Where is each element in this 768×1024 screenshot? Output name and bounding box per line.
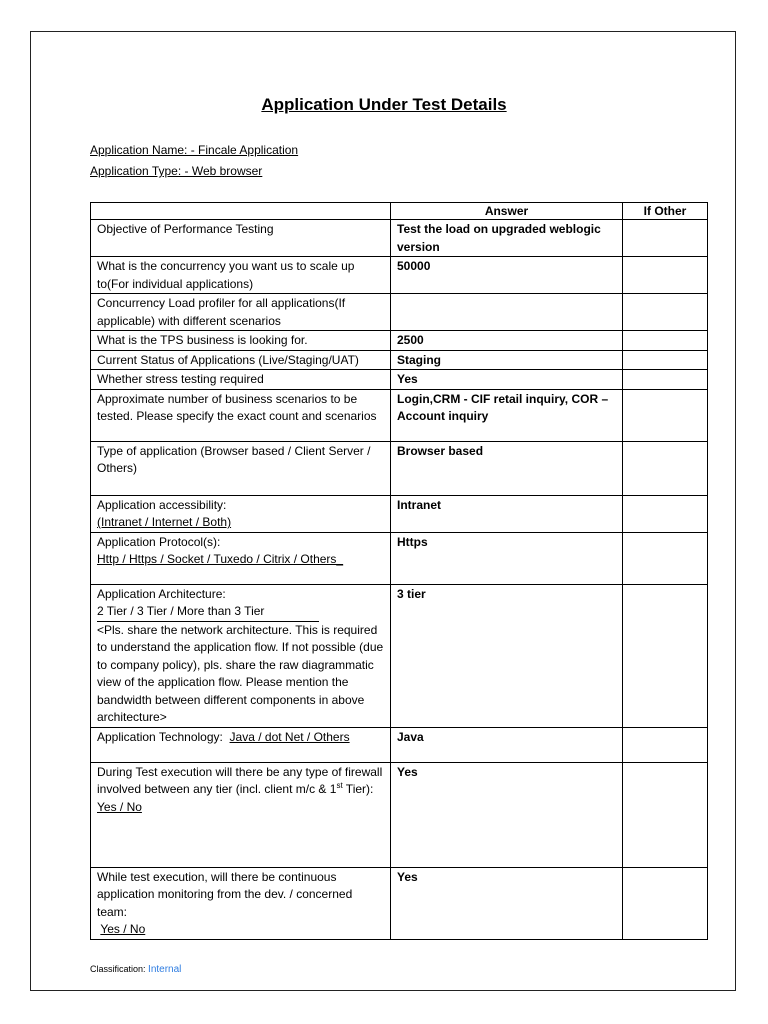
table-row <box>91 441 708 495</box>
answer-cell: Staging <box>391 350 623 370</box>
header-question <box>91 203 391 220</box>
table-row <box>91 220 708 257</box>
options-wrap <box>97 603 384 622</box>
answer-cell: Https <box>391 532 623 584</box>
question-text: Application accessibility: <box>97 497 227 512</box>
table-row <box>91 532 708 584</box>
other-cell <box>623 350 708 370</box>
other-cell <box>623 294 708 331</box>
options-text: Yes / No <box>97 799 142 814</box>
other-cell <box>623 584 708 727</box>
answer-cell: Login,CRM - CIF retail inquiry, COR – Account inquiry <box>391 389 623 441</box>
options-wrap <box>97 921 384 939</box>
table-row <box>91 370 708 390</box>
question-cell <box>91 584 391 727</box>
note-text: <Pls. share the network architecture. This is required to understand the application flow. If not possible (due to company policy), pls. share the raw diagrammatic view of the application flow. Please mention the bandwidth between different components in above architecture> <box>97 622 384 724</box>
classification-value: Internal <box>148 964 182 975</box>
question-cell <box>91 495 391 532</box>
answer-cell <box>391 294 623 331</box>
question-text: While test execution, will there be continuous application monitoring from the dev. / concerned team: <box>97 869 353 919</box>
answer-cell: Intranet <box>391 495 623 532</box>
page-title: Application Under Test Details <box>261 95 507 114</box>
question-cell <box>91 532 391 584</box>
other-cell <box>623 532 708 584</box>
details-table <box>90 202 708 940</box>
question-text: Application Protocol(s): <box>97 534 221 549</box>
answer-cell: Yes <box>391 867 623 939</box>
other-cell <box>623 257 708 294</box>
application-type-line: Application Type: - Web browser <box>90 164 263 178</box>
table-row <box>91 331 708 351</box>
table-row <box>91 257 708 294</box>
table-row <box>91 727 708 762</box>
question-text: Application Technology: <box>97 729 223 744</box>
header-answer: Answer <box>391 203 623 220</box>
table-row <box>91 294 708 331</box>
table-row <box>91 350 708 370</box>
question-cell: Objective of Performance Testing <box>91 220 391 257</box>
question-text: Application Architecture: <box>97 586 226 601</box>
options-text: (Intranet / Internet / Both) <box>97 515 232 529</box>
answer-cell: Yes <box>391 370 623 390</box>
table-row <box>91 495 708 532</box>
application-name-line: Application Name: - Fincale Application <box>90 143 299 157</box>
question-text-part: Tier): <box>342 782 374 796</box>
other-cell <box>623 441 708 495</box>
other-cell <box>623 867 708 939</box>
question-cell: What is the concurrency you want us to scale up to(For individual applications) <box>91 257 391 294</box>
question-cell: What is the TPS business is looking for. <box>91 331 391 351</box>
table-row <box>91 762 708 867</box>
question-cell <box>91 727 391 762</box>
classification-footer <box>90 964 181 975</box>
other-cell <box>623 727 708 762</box>
answer-cell: 50000 <box>391 257 623 294</box>
question-text-part: During Test execution will there be any type of firewall involved between any tier (incl. client m/c & 1 <box>97 764 383 796</box>
options-text: Java / dot Net / Others <box>229 729 350 744</box>
answer-cell: Browser based <box>391 441 623 495</box>
options-text: Yes / No <box>100 922 146 936</box>
table-row <box>91 584 708 727</box>
other-cell <box>623 370 708 390</box>
answer-cell: Test the load on upgraded weblogic version <box>391 220 623 257</box>
answer-cell: Yes <box>391 762 623 867</box>
question-cell: Approximate number of business scenarios to be tested. Please specify the exact count and scenarios <box>91 389 391 441</box>
table-header-row <box>91 203 708 220</box>
other-cell <box>623 220 708 257</box>
question-cell: Concurrency Load profiler for all applications(If applicable) with different scenarios <box>91 294 391 331</box>
options-text: 2 Tier / 3 Tier / More than 3 Tier <box>97 603 319 622</box>
question-cell <box>91 867 391 939</box>
answer-cell: Java <box>391 727 623 762</box>
answer-cell: 3 tier <box>391 584 623 727</box>
header-if-other: If Other <box>623 203 708 220</box>
question-text <box>97 764 384 799</box>
other-cell <box>623 762 708 867</box>
question-cell: Current Status of Applications (Live/Staging/UAT) <box>91 350 391 370</box>
other-cell <box>623 331 708 351</box>
other-cell <box>623 389 708 441</box>
answer-cell: 2500 <box>391 331 623 351</box>
classification-label: Classification: <box>90 964 146 974</box>
question-cell: Whether stress testing required <box>91 370 391 390</box>
other-cell <box>623 495 708 532</box>
options-text: Http / Https / Socket / Tuxedo / Citrix / Others_ <box>97 552 344 566</box>
superscript: st <box>336 781 343 790</box>
question-cell: Type of application (Browser based / Client Server / Others) <box>91 441 391 495</box>
table-row <box>91 867 708 939</box>
question-cell <box>91 762 391 867</box>
table-row <box>91 389 708 441</box>
